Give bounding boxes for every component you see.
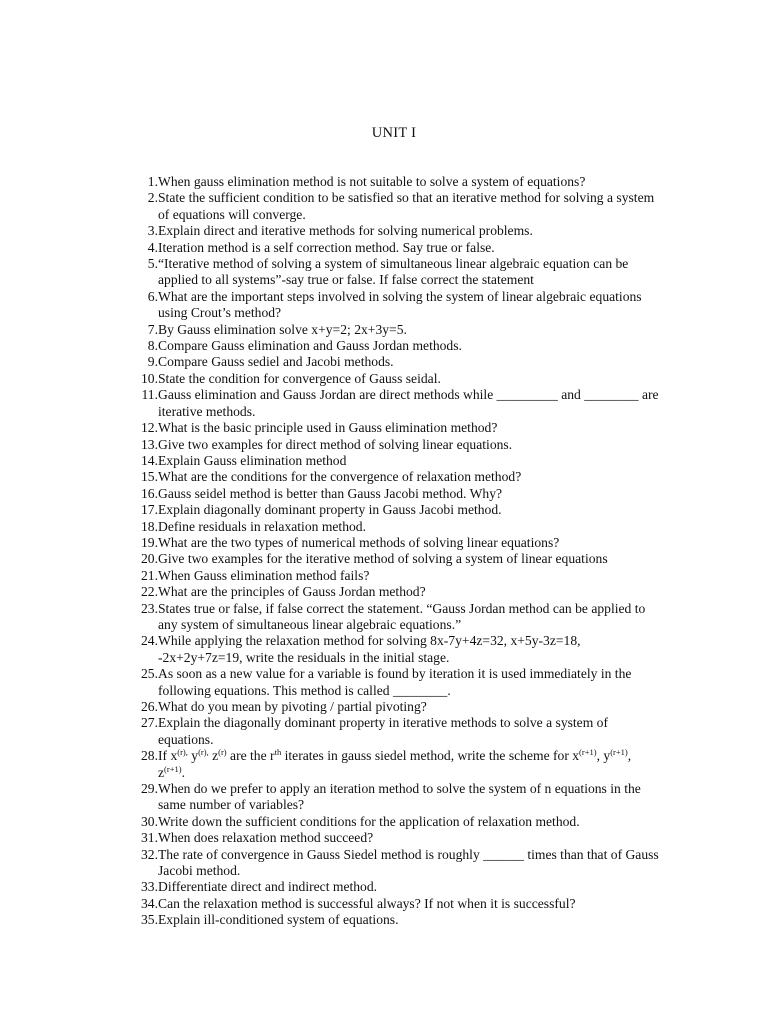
question-number: 29. [141,781,158,797]
question-number: 21. [141,567,158,583]
question-number: 4. [147,239,158,255]
question-number: 20. [141,551,158,567]
question-item [120,601,660,634]
question-number: 16. [141,485,158,501]
question-item [120,551,660,567]
question-item [120,781,660,814]
question-text: Explain Gauss elimination method [158,452,347,468]
question-text: What are the principles of Gauss Jordan method? [158,584,426,600]
question-text: Gauss seidel method is better than Gauss Jacobi method. Why? [158,485,503,501]
question-item [120,240,660,256]
question-number: 17. [141,502,158,518]
question-text: Define residuals in relaxation method. [158,518,366,534]
question-item [120,387,660,420]
question-text: As soon as a new value for a variable is found by iteration it is used immediately in the following equations. This method is called ________. [158,666,632,698]
question-text: What do you mean by pivoting / partial pivoting? [158,699,427,714]
question-item [120,847,660,880]
question-text [158,748,660,781]
question-text: States true or false, if false correct the statement. “Gauss Jordan method can be applied to any system of simultaneous linear algebraic equations.” [158,600,646,632]
question-item [120,633,660,666]
question-text: What are the conditions for the convergence of relaxation method? [158,469,522,485]
question-item [120,896,660,912]
question-text: When do we prefer to apply an iteration method to solve the system of n equations in the same number of variables? [158,781,641,813]
question-number: 3. [147,223,158,239]
question-text: What is the basic principle used in Gauss elimination method? [158,420,498,436]
question-text: Gauss elimination and Gauss Jordan are direct methods while _________ and ________ are iterative methods. [158,387,659,419]
question-text: Can the relaxation method is successful always? If not when it is successful? [158,895,576,911]
superscript: (r), [198,747,209,758]
question-number: 15. [141,469,158,485]
question-text-part: z [208,748,219,764]
superscript: th [274,747,282,758]
question-text: While applying the relaxation method for solving 8x-7y+4z=32, x+5y-3z=18, -2x+2y+7z=19, write the residuals in the initial stage. [158,633,581,665]
question-item [120,289,660,322]
question-number: 12. [141,420,158,436]
question-text: Write down the sufficient conditions for the application of relaxation method. [158,813,580,829]
question-item [120,830,660,846]
question-number: 11. [141,387,158,403]
question-number: 22. [141,584,158,600]
question-item [120,584,660,600]
question-item [120,486,660,502]
superscript: (r+1) [579,747,597,758]
question-item [120,699,660,715]
question-number: 34. [141,895,158,911]
question-item [120,535,660,551]
question-item [120,814,660,830]
question-text-part: , z [158,748,632,780]
question-text: What are the important steps involved in solving the system of linear algebraic equations using Crout’s method? [158,288,642,321]
question-item [120,338,660,354]
question-number: 2. [147,190,158,206]
question-text: Explain ill-conditioned system of equations. [158,912,399,928]
question-text-part: y [187,748,199,764]
question-item [120,190,660,223]
question-item [120,666,660,699]
question-text-part: are the r [226,748,275,764]
question-number: 24. [141,633,158,649]
unit-title: UNIT I [371,125,417,141]
question-number: 26. [141,699,158,714]
question-number: 10. [141,370,158,386]
question-text: “Iterative method of solving a system of simultaneous linear algebraic equation can be applied to all systems”-say true or false. If false correct the statement [158,256,629,288]
question-text: When does relaxation method succeed? [158,830,374,846]
question-number: 35. [141,912,158,928]
question-number: 28. [141,748,158,764]
question-number: 30. [141,813,158,829]
question-number: 14. [141,452,158,468]
question-text: State the sufficient condition to be satisfied so that an iterative method for solving a system of equations will converge. [158,190,655,222]
question-text: State the condition for convergence of Gauss seidal. [158,370,441,386]
question-number: 32. [141,846,158,862]
question-item [120,354,660,370]
question-item [120,322,660,338]
superscript: (r+1) [164,763,182,774]
question-text: The rate of convergence in Gauss Siedel method is roughly ______ times than that of Gauss Jacobi method. [158,846,659,879]
question-text: Compare Gauss sediel and Jacobi methods. [158,354,394,370]
question-text: Give two examples for direct method of solving linear equations. [158,436,513,452]
superscript: (r+1) [610,747,628,758]
question-text-part: iterates in gauss siedel method, write the scheme for x [281,748,580,764]
question-item [120,748,660,781]
question-item [120,502,660,518]
question-text-part: . [181,764,185,780]
question-item [120,715,660,748]
question-text: Compare Gauss elimination and Gauss Jordan methods. [158,338,462,354]
question-number: 1. [147,174,158,189]
question-number: 7. [147,321,158,337]
question-text-part: , y [596,748,611,764]
question-item [120,453,660,469]
question-item [120,568,660,584]
question-number: 25. [141,666,158,682]
question-text: By Gauss elimination solve x+y=2; 2x+3y=5. [158,321,407,337]
question-text: Explain the diagonally dominant property in iterative methods to solve a system of equations. [158,715,609,747]
question-item [120,256,660,289]
question-number: 31. [141,830,158,846]
question-number: 27. [141,715,158,731]
superscript: (r) [218,747,227,758]
question-text: Give two examples for the iterative method of solving a system of linear equations [158,551,608,567]
question-text: Explain direct and iterative methods for solving numerical problems. [158,223,533,239]
question-text-part: If x [158,748,178,764]
question-item [120,519,660,535]
question-text: Explain diagonally dominant property in Gauss Jacobi method. [158,502,502,518]
question-number: 18. [141,518,158,534]
question-item [120,420,660,436]
superscript: (r), [177,747,188,758]
question-item [120,174,660,190]
question-number: 8. [147,338,158,354]
question-text: What are the two types of numerical methods of solving linear equations? [158,534,560,550]
question-number: 9. [147,354,158,370]
question-text: Iteration method is a self correction method. Say true or false. [158,239,495,255]
question-text: When gauss elimination method is not suitable to solve a system of equations? [158,174,586,189]
question-item [120,469,660,485]
question-number: 23. [141,600,158,616]
question-number: 5. [147,256,158,272]
question-item [120,437,660,453]
question-list [120,174,660,929]
question-number: 6. [147,288,158,304]
question-number: 19. [141,534,158,550]
question-text: Differentiate direct and indirect method. [158,879,378,895]
question-number: 33. [141,879,158,895]
question-text: When Gauss elimination method fails? [158,567,370,583]
question-item [120,371,660,387]
question-item [120,912,660,928]
question-number: 13. [141,436,158,452]
question-item [120,223,660,239]
question-item [120,879,660,895]
